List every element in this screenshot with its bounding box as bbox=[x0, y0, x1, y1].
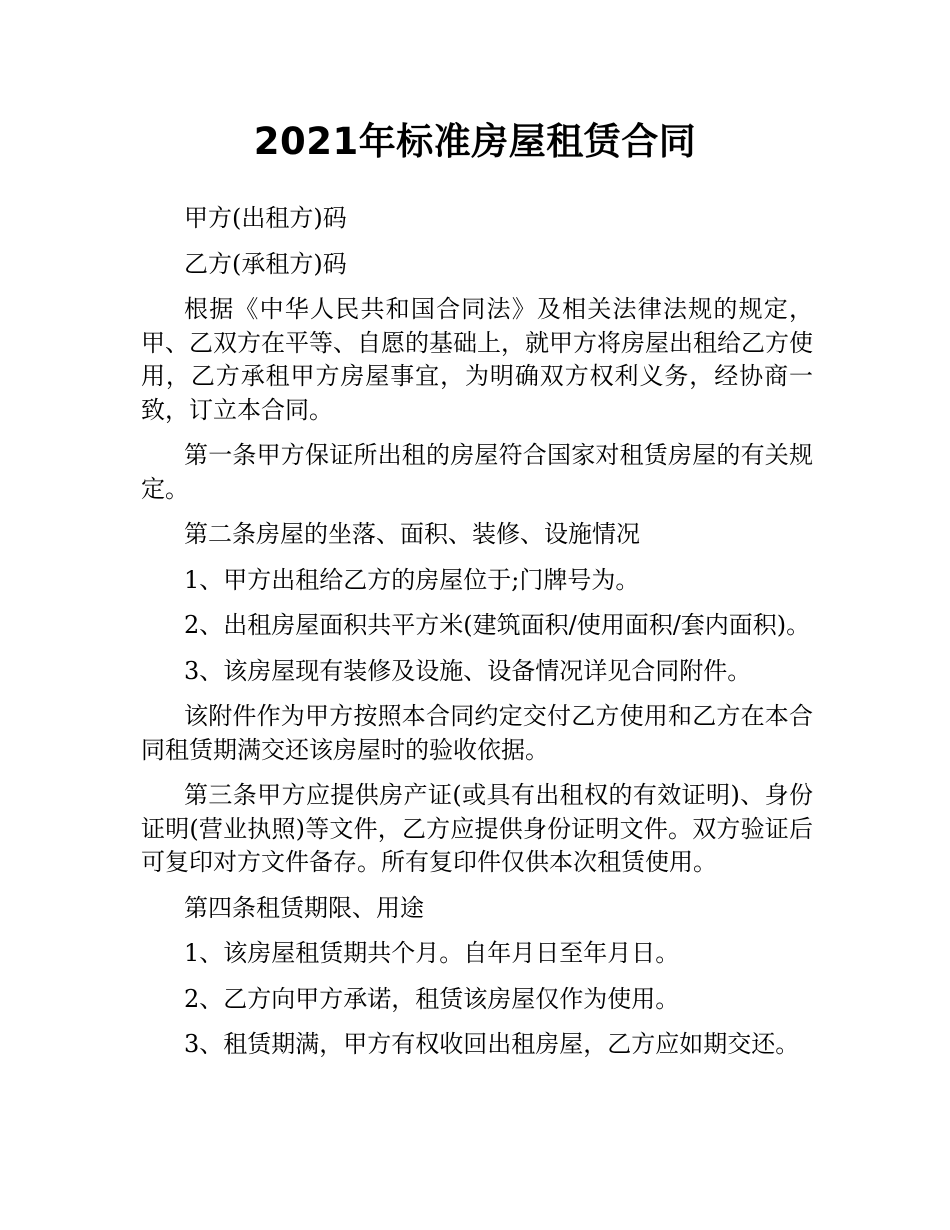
paragraph-attachment-note: 该附件作为甲方按照本合同约定交付乙方使用和乙方在本合同租赁期满交还该房屋时的验收依据。 bbox=[141, 702, 813, 764]
paragraph-article-4-item-3: 3、租赁期满，甲方有权收回出租房屋，乙方应如期交还。 bbox=[184, 1030, 800, 1058]
paragraph-party-b: 乙方(承租方)码 bbox=[184, 249, 347, 278]
paragraph-article-2-item-3: 3、该房屋现有装修及设施、设备情况详见合同附件。 bbox=[184, 656, 752, 685]
paragraph-article-2-item-2: 2、出租房屋面积共平方米(建筑面积/使用面积/套内面积)。 bbox=[184, 611, 811, 639]
paragraph-article-4-heading: 第四条租赁期限、用途 bbox=[184, 893, 424, 922]
paragraph-party-a: 甲方(出租方)码 bbox=[184, 204, 347, 232]
paragraph-article-3: 第三条甲方应提供房产证(或具有出租权的有效证明)、身份证明(营业执照)等文件，乙方应提供身份证明文件。双方验证后可复印对方文件备存。所有复印件仅供本次租赁使用。 bbox=[141, 781, 813, 876]
paragraph-preamble: 根据《中华人民共和国合同法》及相关法律法规的规定，甲、乙双方在平等、自愿的基础上，就甲方将房屋出租给乙方使用，乙方承租甲方房屋事宜，为明确双方权利义务，经协商一致，订立本合同。 bbox=[141, 295, 813, 424]
paragraph-article-2-item-1: 1、甲方出租给乙方的房屋位于;门牌号为。 bbox=[184, 565, 640, 594]
paragraph-article-4-item-1: 1、该房屋租赁期共个月。自年月日至年月日。 bbox=[184, 939, 680, 967]
paragraph-article-4-item-2: 2、乙方向甲方承诺，租赁该房屋仅作为使用。 bbox=[184, 984, 680, 1013]
paragraph-article-1: 第一条甲方保证所出租的房屋符合国家对租赁房屋的有关规定。 bbox=[141, 441, 813, 503]
document-body bbox=[141, 202, 813, 1074]
paragraph-article-2-heading: 第二条房屋的坐落、面积、装修、设施情况 bbox=[184, 520, 640, 548]
document-title: 2021年标准房屋租赁合同 bbox=[253, 120, 697, 163]
